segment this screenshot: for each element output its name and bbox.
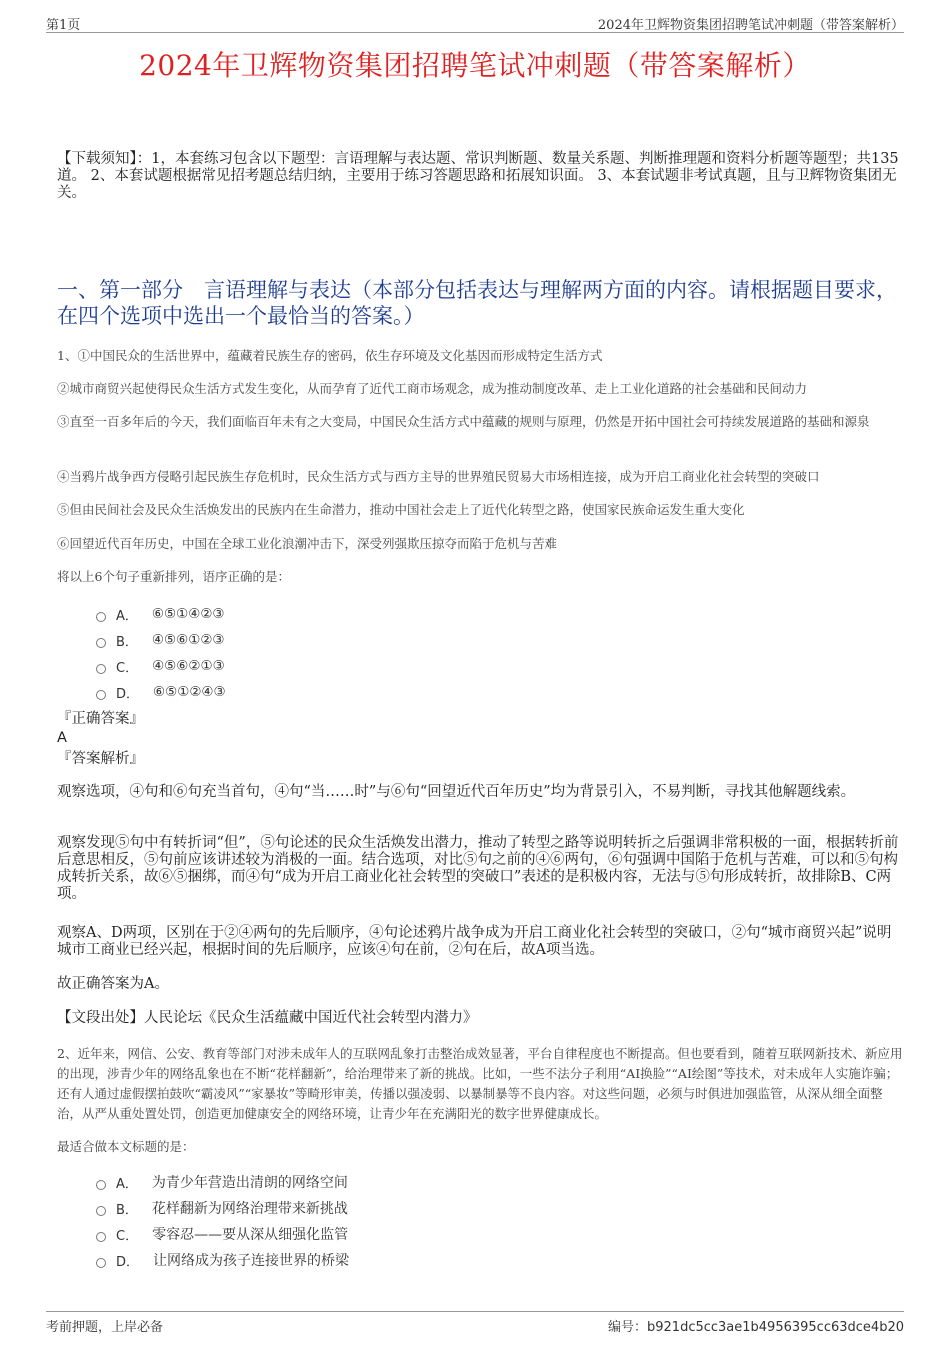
footer-slogan: 考前押题，上岸必备 (46, 1320, 164, 1335)
option-text: 让网络成为孩子连接世界的桥梁 (153, 1253, 350, 1269)
q1-sentence-1: 1、①中国民众的生活世界中，蕴藏着民族生存的密码，依生存环境及文化基因而形成特定生活方式 (57, 348, 603, 363)
option-letter: D． (116, 686, 140, 702)
option-letter: B． (116, 634, 138, 650)
answer-value: A (57, 730, 67, 746)
option-text: ⑥⑤①④②③ (151, 606, 225, 622)
radio-icon[interactable] (96, 1232, 106, 1242)
q1-options (96, 601, 596, 705)
q2-option-d[interactable] (96, 1247, 596, 1273)
option-letter: C． (116, 1228, 139, 1244)
option-text: 花样翻新为网络治理带来新挑战 (151, 1201, 348, 1217)
radio-icon[interactable] (96, 1206, 106, 1216)
option-text: 零容忍——要从深从细强化监管 (152, 1227, 349, 1243)
q1-sentence-4: ④当鸦片战争西方侵略引起民族生存危机时，民众生活方式与西方主导的世界殖民贸易大市场相连接，成为开启工商业化社会转型的突破口 (57, 469, 820, 484)
option-text: ④⑤⑥①②③ (151, 632, 225, 648)
option-letter: C． (116, 660, 139, 676)
footer-code-label: 编号： (607, 1320, 647, 1335)
footer-code-value: b921dc5cc3ae1b4956395cc63dce4b20 (647, 1320, 904, 1335)
q1-prompt: 将以上6个句子重新排列，语序正确的是： (57, 569, 290, 584)
radio-icon[interactable] (96, 612, 106, 622)
source-citation: 【文段出处】人民论坛《民众生活蕴藏中国近代社会转型内潜力》 (57, 1010, 478, 1026)
radio-icon[interactable] (96, 1180, 106, 1190)
q1-option-a[interactable] (96, 601, 596, 627)
option-text: ⑥⑤①②④③ (153, 684, 226, 700)
q1-sentence-3: ③直至一百多年后的今天，我们面临百年未有之大变局，中国民众生活方式中蕴藏的规则与原理，仍然是开拓中国社会可持续发展道路的基础和源泉 (57, 414, 870, 429)
footer-code (608, 1316, 904, 1335)
radio-icon[interactable] (96, 1258, 106, 1268)
q2-prompt: 最适合做本文标题的是： (57, 1139, 195, 1154)
option-letter: A． (116, 608, 138, 624)
page-footer (46, 1311, 904, 1334)
option-letter: B． (116, 1202, 138, 1218)
q1-option-c[interactable] (96, 653, 596, 679)
page-number: 第1页 (46, 18, 81, 33)
page-header (46, 12, 904, 33)
q2-options (96, 1169, 596, 1273)
analysis-paragraph-1: 观察选项，④句和⑥句充当首句，④句“当……时”与⑥句“回望近代百年历史”均为背景引入，不易判断，寻找其他解题线索。 (57, 784, 856, 800)
option-text: 为青少年营造出清朗的网络空间 (151, 1175, 348, 1191)
q2-option-b[interactable] (96, 1195, 596, 1221)
answer-label: 『正确答案』 (57, 711, 144, 727)
q1-sentence-6: ⑥回望近代百年历史，中国在全球工业化浪潮冲击下，深受列强欺压掠夺而陷于危机与苦难 (57, 536, 558, 551)
q2-option-a[interactable] (96, 1169, 596, 1195)
q2-option-c[interactable] (96, 1221, 596, 1247)
analysis-paragraph-3: 观察A、D两项，区别在于②④两句的先后顺序，④句论述鸦片战争成为开启工商业化社会转型的突破口，②句“城市商贸兴起”说明城市工商业已经兴起，根据时间的先后顺序，应该④句在前，②句在后，故A项当选。 (57, 925, 892, 958)
header-doc-title: 2024年卫辉物资集团招聘笔试冲刺题（带答案解析） (597, 18, 904, 33)
option-text: ④⑤⑥②①③ (152, 658, 225, 674)
q1-option-b[interactable] (96, 627, 596, 653)
analysis-paragraph-2: 观察发现⑤句中有转折词“但”，⑤句论述的民众生活焕发出潜力，推动了转型之路等说明转折之后强调非常积极的一面，根据转折前后意思相反，⑤句前应该讲述较为消极的一面。结合选项，对比⑤句之前的④⑥两句，⑥句强调中国陷于危机与苦难，可以和⑤句构成转折关系，故⑥⑤捆绑，而④句“成为开启工商业化社会转型的突破口”表述的是积极内容，无法与⑤句形成转折，故排除B、C两项。 (57, 835, 899, 902)
analysis-label: 『答案解析』 (57, 751, 144, 767)
option-letter: D． (116, 1254, 140, 1270)
download-notice: 【下载须知】：1，本套练习包含以下题型：言语理解与表达题、常识判断题、数量关系题、判断推理题和资料分析题等题型；共135道。 2、本套试题根据常见招考题总结归纳，主要用于练习答题思路和拓展知识面。 3、本套试题非考试真题，且与卫辉物资集团无关。 (57, 151, 899, 201)
radio-icon[interactable] (96, 690, 106, 700)
option-letter: A． (116, 1176, 138, 1192)
q2-stem: 2、近年来，网信、公安、教育等部门对涉未成年人的互联网乱象打击整治成效显著，平台自律程度也不断提高。但也要看到，随着互联网新技术、新应用的出现，涉青少年的网络乱象也在不断“花样翻新”，给治理带来了新的挑战。比如，一些不法分子利用“AI换脸”“AI绘图”等技术，对未成年人实施诈骗；还有人通过虚假摆拍鼓吹“霸凌风”“家暴妆”等畸形审美，传播以强凌弱、以暴制暴等不良内容。对这些问题，必须与时俱进加强监管，从深从细全面整治，从严从重处置处罚，创造更加健康安全的网络环境，让青少年在充满阳光的数字世界健康成长。 (57, 1046, 903, 1121)
radio-icon[interactable] (96, 638, 106, 648)
q1-sentence-2: ②城市商贸兴起使得民众生活方式发生变化，从而孕育了近代工商市场观念，成为推动制度改革、走上工业化道路的社会基础和民间动力 (57, 381, 808, 396)
q1-option-d[interactable] (96, 679, 596, 705)
section-title: 一、第一部分 言语理解与表达（本部分包括表达与理解两方面的内容。请根据题目要求，在四个选项中选出一个最恰当的答案。） (57, 278, 897, 328)
analysis-paragraph-4: 故正确答案为A。 (57, 976, 169, 992)
page-title: 2024年卫辉物资集团招聘笔试冲刺题（带答案解析） (139, 49, 811, 82)
radio-icon[interactable] (96, 664, 106, 674)
q1-sentence-5: ⑤但由民间社会及民众生活焕发出的民族内在生命潜力，推动中国社会走上了近代化转型之路，使国家民族命运发生重大变化 (57, 502, 745, 517)
